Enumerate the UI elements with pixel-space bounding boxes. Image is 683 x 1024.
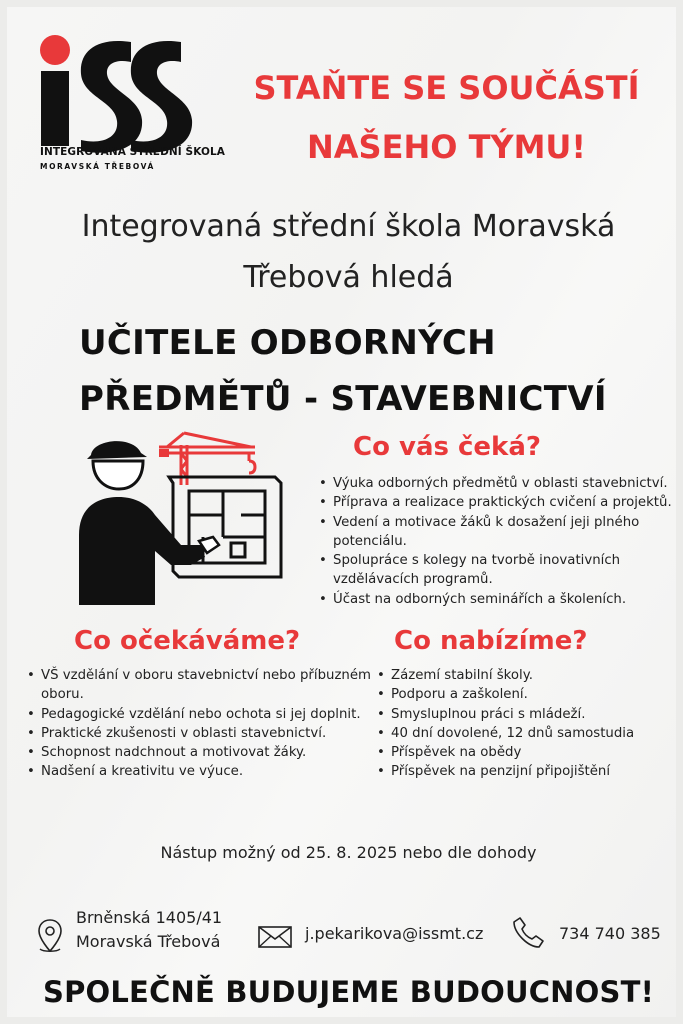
what-awaits-list bbox=[319, 474, 674, 609]
envelope-icon bbox=[258, 926, 292, 948]
email-link[interactable]: j.pekarikova@issmt.cz bbox=[305, 924, 484, 943]
intro-line-2: Třebová hledá bbox=[243, 260, 454, 295]
list-item: • Pedagogické vzdělání nebo ochota si jej doplnit. bbox=[27, 705, 372, 724]
list-item: • Praktické zkušenosti v oblasti stavebnictví. bbox=[27, 724, 372, 743]
position-line-2: PŘEDMĚTŮ - STAVEBNICTVÍ bbox=[79, 379, 607, 419]
list-item: • Vedení a motivace žáků k dosažení jeji plného potenciálu. bbox=[319, 513, 674, 552]
expectations-title: Co očekáváme? bbox=[74, 626, 301, 656]
phone-icon bbox=[512, 915, 546, 949]
expectations-list bbox=[27, 666, 372, 782]
slogan: SPOLEČNĚ BUDUJEME BUDOUCNOST! bbox=[42, 975, 654, 1009]
list-item: • Zázemí stabilní školy. bbox=[377, 666, 667, 685]
list-item: • Schopnost nadchnout a motivovat žáky. bbox=[27, 743, 372, 762]
list-item: • 40 dní dovolené, 12 dnů samostudia bbox=[377, 724, 667, 743]
list-item: • Účast na odborných seminářích a školeních. bbox=[319, 590, 674, 609]
logo-school-town: MORAVSKÁ TŘEBOVÁ bbox=[40, 162, 155, 171]
what-awaits-title: Co vás čeká? bbox=[353, 432, 541, 462]
headline-line-2: NAŠEHO TÝMU! bbox=[307, 128, 586, 166]
teacher-construction-icon bbox=[63, 427, 293, 607]
list-item: • VŠ vzdělání v oboru stavebnictví nebo příbuzném oboru. bbox=[27, 666, 372, 705]
address bbox=[76, 906, 222, 954]
list-item: • Příspěvek na obědy bbox=[377, 743, 667, 762]
list-item: • Smysluplnou práci s mládeží. bbox=[377, 705, 667, 724]
list-item: • Příspěvek na penzijní připojištění bbox=[377, 762, 667, 781]
address-street: Brněnská 1405/41 bbox=[76, 908, 223, 927]
list-item: • Nadšení a kreativitu ve výuce. bbox=[27, 762, 372, 781]
headline bbox=[219, 59, 674, 177]
list-item: • Výuka odborných předmětů v oblasti stavebnictví. bbox=[319, 474, 674, 493]
offer-list bbox=[377, 666, 667, 782]
position-line-1: UČITELE ODBORNÝCH bbox=[79, 323, 496, 363]
intro-text bbox=[27, 201, 670, 303]
poster bbox=[7, 7, 676, 1017]
address-town: Moravská Třebová bbox=[76, 932, 221, 951]
location-pin-icon bbox=[37, 918, 63, 954]
list-item: • Podporu a zaškolení. bbox=[377, 685, 667, 704]
start-date-text: Nástup možný od 25. 8. 2025 nebo dle dohody bbox=[160, 843, 537, 862]
logo-school-name: INTEGROVANÁ STŘEDNÍ ŠKOLA bbox=[40, 146, 226, 158]
position-title bbox=[79, 315, 679, 427]
phone-number[interactable]: 734 740 385 bbox=[559, 924, 661, 943]
list-item: • Příprava a realizace praktických cvičení a projektů. bbox=[319, 493, 674, 512]
intro-line-1: Integrovaná střední škola Moravská bbox=[81, 209, 616, 244]
headline-line-1: STAŇTE SE SOUČÁSTÍ bbox=[253, 69, 640, 107]
list-item: • Spolupráce s kolegy na tvorbě inovativních vzdělávacích programů. bbox=[319, 551, 674, 590]
offer-title: Co nabízíme? bbox=[394, 626, 588, 656]
